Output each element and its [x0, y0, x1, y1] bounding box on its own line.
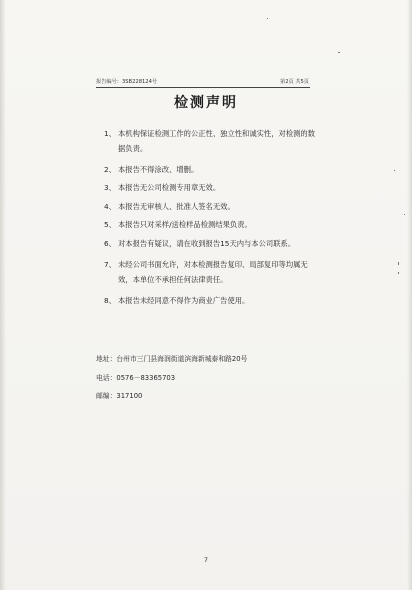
statement-text: 本报告只对采样/送检样品检测结果负责。: [118, 220, 252, 229]
scan-speck: [398, 262, 399, 265]
scan-speck: [338, 52, 340, 53]
statement-number: 2、: [104, 164, 116, 174]
statement-number: 3、: [104, 183, 116, 192]
header-rule: [96, 87, 310, 88]
statement-number: 1、: [104, 129, 116, 138]
scan-speck: [394, 170, 395, 171]
statement-number: 6、: [104, 238, 116, 248]
page-header: [96, 78, 309, 87]
scan-speck: [267, 18, 268, 19]
statement-text: 本机构保证检测工作的公正性、独立性和诚实性，对检测的数据负责。: [118, 129, 316, 154]
scan-speck: [398, 272, 399, 274]
statement-item-2: [104, 165, 318, 175]
phone-line: 电话：0576－83365703: [96, 373, 176, 382]
scan-edge-left: [0, 0, 6, 590]
statement-item-8: [104, 296, 318, 306]
report-number: 报告编号：3SB228124号: [96, 79, 158, 85]
scan-speck: [404, 214, 405, 215]
postcode-line: 邮编：317100: [96, 392, 143, 400]
scan-edge-right: [407, 0, 412, 590]
page-number: 7: [203, 556, 209, 564]
statement-item-7: [104, 257, 318, 287]
statement-text: 未经公司书面允许，对本检测报告复印、局部复印等均属无效，本单位不承担任何法律责任。: [118, 260, 308, 285]
statement-text: 本报告无审核人、批准人签名无效。: [118, 201, 235, 211]
statement-item-5: [104, 220, 318, 230]
page-title: 检测声明: [174, 95, 238, 111]
statement-list: [104, 126, 318, 314]
page-info: 第2页 共5页: [280, 79, 309, 85]
statement-item-4: [104, 202, 318, 212]
statement-text: 本报告无公司检测专用章无效。: [118, 183, 221, 192]
statement-number: 5、: [104, 220, 116, 229]
statement-item-3: [104, 183, 318, 193]
statement-text: 本报告不得涂改、增删。: [118, 164, 199, 174]
statement-text: 对本报告有疑议，请在收到报告15天内与本公司联系。: [118, 238, 296, 248]
statement-number: 7、: [104, 260, 116, 269]
statement-item-1: [104, 126, 318, 156]
statement-number: 8、: [104, 295, 116, 305]
address-line: 地址：台州市三门县海润街道滨海新城泰和路20号: [96, 355, 248, 363]
contact-info: [96, 353, 247, 409]
statement-number: 4、: [104, 201, 116, 211]
statement-text: 本报告未经同意不得作为商业广告使用。: [118, 295, 250, 305]
statement-item-6: [104, 239, 318, 249]
